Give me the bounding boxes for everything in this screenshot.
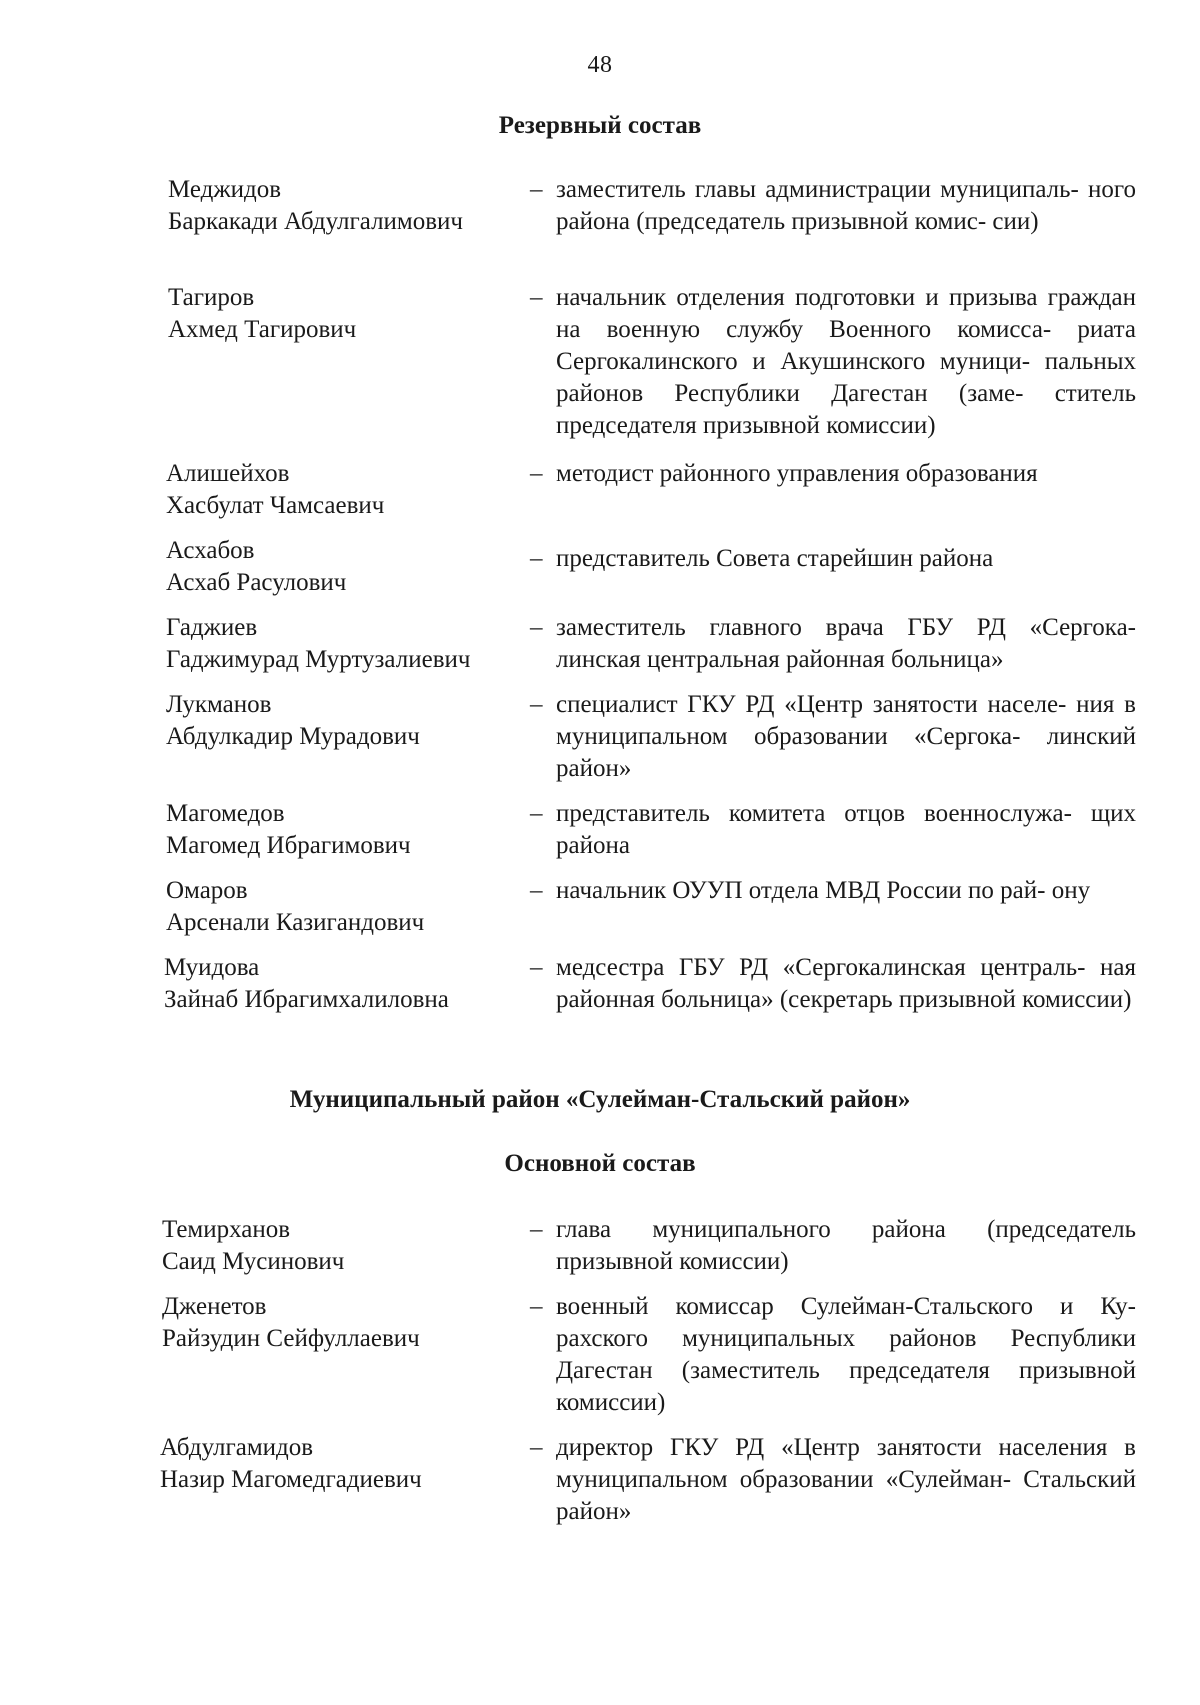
member-surname: Магомедов xyxy=(166,800,285,827)
member-name xyxy=(164,952,554,1016)
member-surname: Меджидов xyxy=(168,176,282,203)
dash-separator: – xyxy=(530,954,543,981)
member-role: военный комиссар Сулейман-Стальского и Ку- рахского муниципальных районов Республики Дагестан (заместитель председателя призывной комиссии) xyxy=(556,1293,1136,1416)
page-number: 48 xyxy=(587,52,613,78)
member-role: медсестра ГБУ РД «Сергокалинская централь- ная районная больница» (секретарь призывной комиссии) xyxy=(556,954,1136,1013)
member-given-names: Гаджимурад Муртузалиевич xyxy=(166,646,471,673)
member-role: начальник ОУУП отдела МВД России по рай- ону xyxy=(556,877,1091,904)
member-given-names: Асхаб Расулович xyxy=(166,569,347,596)
member-surname: Темирханов xyxy=(162,1216,291,1243)
member-given-names: Ахмед Тагирович xyxy=(168,316,357,343)
member-name xyxy=(166,689,556,753)
dash-separator: – xyxy=(530,1293,543,1320)
member-role: директор ГКУ РД «Центр занятости населения в муниципальном образовании «Сулейман- Стальский район» xyxy=(556,1434,1136,1525)
district-heading: Муниципальный район «Сулейман-Стальский район» xyxy=(289,1086,911,1113)
section-heading-reserve: Резервный состав xyxy=(498,112,702,139)
member-surname: Асхабов xyxy=(166,537,255,564)
dash-separator: – xyxy=(530,691,543,718)
dash-separator: – xyxy=(530,800,543,827)
member-given-names: Арсенали Казигандович xyxy=(166,909,425,936)
member-surname: Тагиров xyxy=(168,284,255,311)
member-surname: Омаров xyxy=(166,877,248,904)
member-role: представитель комитета отцов военнослужа- щих района xyxy=(556,800,1136,859)
member-given-names: Магомед Ибрагимович xyxy=(166,832,411,859)
member-given-names: Зайнаб Ибрагимхалиловна xyxy=(164,986,449,1013)
member-name xyxy=(160,1432,550,1496)
member-role: методист районного управления образования xyxy=(556,460,1038,487)
member-surname: Гаджиев xyxy=(166,614,258,641)
dash-separator: – xyxy=(530,877,543,904)
dash-separator: – xyxy=(530,545,543,572)
member-name xyxy=(168,282,558,346)
member-role: заместитель главы администрации муниципаль- ного района (председатель призывной комис- сии) xyxy=(556,176,1136,235)
member-surname: Лукманов xyxy=(166,691,272,718)
dash-separator: – xyxy=(530,614,543,641)
member-given-names: Назир Магомедгадиевич xyxy=(160,1466,422,1493)
member-surname: Дженетов xyxy=(162,1293,267,1320)
member-role: специалист ГКУ РД «Центр занятости населе- ния в муниципальном образовании «Сергока- линский район» xyxy=(556,691,1136,782)
member-role: начальник отделения подготовки и призыва граждан на военную службу Военного комисса- риата Сергокалинского и Акушинского муници- пальных районов Республики Дагестан (заме- ститель председателя призывной комиссии) xyxy=(556,284,1136,439)
member-name xyxy=(166,458,556,522)
member-name xyxy=(166,798,556,862)
dash-separator: – xyxy=(530,176,543,203)
dash-separator: – xyxy=(530,284,543,311)
member-surname: Муидова xyxy=(164,954,260,981)
dash-separator: – xyxy=(530,1434,543,1461)
section-heading-main: Основной состав xyxy=(504,1150,696,1177)
member-name xyxy=(162,1291,552,1355)
member-name xyxy=(168,174,558,238)
member-name xyxy=(162,1214,552,1278)
member-surname: Алишейхов xyxy=(166,460,290,487)
member-given-names: Абдулкадир Мурадович xyxy=(166,723,420,750)
member-given-names: Райзудин Сейфуллаевич xyxy=(162,1325,420,1352)
member-given-names: Саид Мусинович xyxy=(162,1248,345,1275)
member-surname: Абдулгамидов xyxy=(160,1434,314,1461)
dash-separator: – xyxy=(530,460,543,487)
member-given-names: Хасбулат Чамсаевич xyxy=(166,492,385,519)
member-role: представитель Совета старейшин района xyxy=(556,545,994,572)
member-name xyxy=(166,612,556,676)
member-given-names: Баркакади Абдулгалимович xyxy=(168,208,464,235)
member-name xyxy=(166,535,556,599)
member-role: глава муниципального района (председатель призывной комиссии) xyxy=(556,1216,1136,1275)
member-role: заместитель главного врача ГБУ РД «Сергока- линская центральная районная больница» xyxy=(556,614,1136,673)
member-name xyxy=(166,875,556,939)
dash-separator: – xyxy=(530,1216,543,1243)
